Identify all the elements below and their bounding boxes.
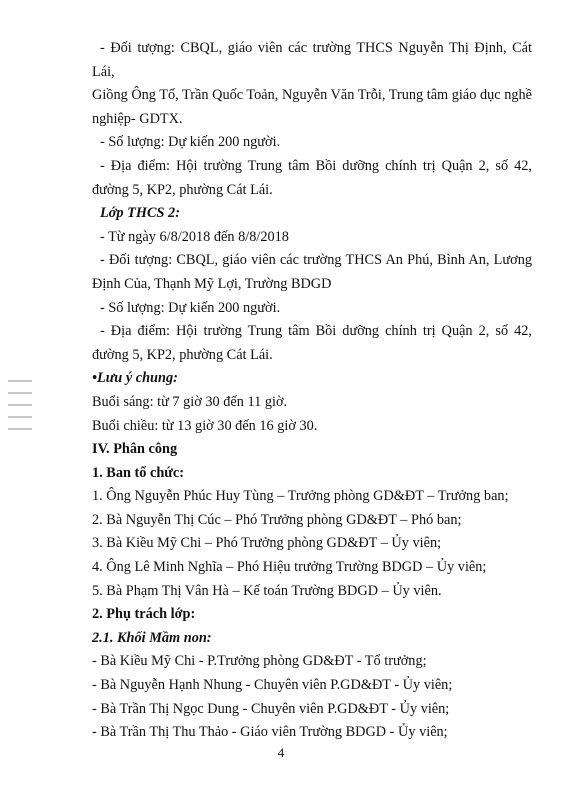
- page-number: 4: [277, 745, 285, 760]
- text-line: - Từ ngày 6/8/2018 đến 8/8/2018: [100, 228, 289, 245]
- scan-margin-marks: [8, 380, 32, 440]
- text-line: Giồng Ông Tố, Trần Quốc Toản, Nguyễn Văn Trỗi, Trung tâm giáo dục nghề: [92, 87, 532, 104]
- list-item: 3. Bà Kiều Mỹ Chi – Phó Trưởng phòng GD&ĐT – Ủy viên;: [92, 535, 442, 552]
- section-heading: IV. Phân công: [92, 441, 178, 458]
- text-line: đường 5, KP2, phường Cát Lái.: [92, 346, 273, 363]
- list-item: - Bà Kiều Mỹ Chi - P.Trưởng phòng GD&ĐT - Tổ trưởng;: [92, 653, 427, 670]
- subsection-heading: 2. Phụ trách lớp:: [92, 606, 196, 623]
- subsection-heading: 1. Ban tổ chức:: [92, 464, 184, 481]
- text-line: Buổi sáng: từ 7 giờ 30 đến 11 giờ.: [92, 393, 288, 410]
- text-line: Buổi chiều: từ 13 giờ 30 đến 16 giờ 30.: [92, 417, 318, 434]
- group-heading: 2.1. Khối Mầm non:: [92, 629, 212, 646]
- text-line: nghiệp- GDTX.: [92, 110, 183, 127]
- text-line: - Số lượng: Dự kiến 200 người.: [100, 299, 281, 316]
- text-line: đường 5, KP2, phường Cát Lái.: [92, 181, 273, 198]
- text-line: - Đối tượng: CBQL, giáo viên các trường THCS An Phú, Bình An, Lương: [100, 252, 532, 269]
- document-body: [92, 37, 532, 745]
- text-line: - Số lượng: Dự kiến 200 người.: [100, 134, 281, 151]
- text-line: - Địa điểm: Hội trường Trung tâm Bồi dưỡng chính trị Quận 2, số 42,: [100, 323, 532, 340]
- list-item: - Bà Trần Thị Ngọc Dung - Chuyên viên P.GD&ĐT - Ủy viên;: [92, 700, 450, 717]
- list-item: - Bà Nguyễn Hạnh Nhung - Chuyên viên P.GD&ĐT - Ủy viên;: [92, 677, 453, 694]
- list-item: 2. Bà Nguyễn Thị Cúc – Phó Trưởng phòng GD&ĐT – Phó ban;: [92, 511, 462, 528]
- list-item: 5. Bà Phạm Thị Vân Hà – Kế toán Trường BDGD – Ủy viên.: [92, 582, 442, 599]
- class-heading: Lớp THCS 2:: [100, 205, 180, 222]
- list-item: 1. Ông Nguyễn Phúc Huy Tùng – Trưởng phòng GD&ĐT – Trưởng ban;: [92, 488, 509, 505]
- list-item: 4. Ông Lê Minh Nghĩa – Phó Hiệu trưởng Trường BDGD – Ủy viên;: [92, 559, 487, 576]
- list-item: - Bà Trần Thị Thu Thảo - Giáo viên Trường BDGD - Ủy viên;: [92, 724, 448, 741]
- text-line: - Đối tượng: CBQL, giáo viên các trường THCS Nguyễn Thị Định, Cát Lái,: [92, 40, 532, 80]
- text-line: - Địa điểm: Hội trường Trung tâm Bồi dưỡng chính trị Quận 2, số 42,: [100, 157, 532, 174]
- text-line: Định Của, Thạnh Mỹ Lợi, Trường BDGD: [92, 275, 332, 292]
- note-heading: •Lưu ý chung:: [92, 370, 178, 387]
